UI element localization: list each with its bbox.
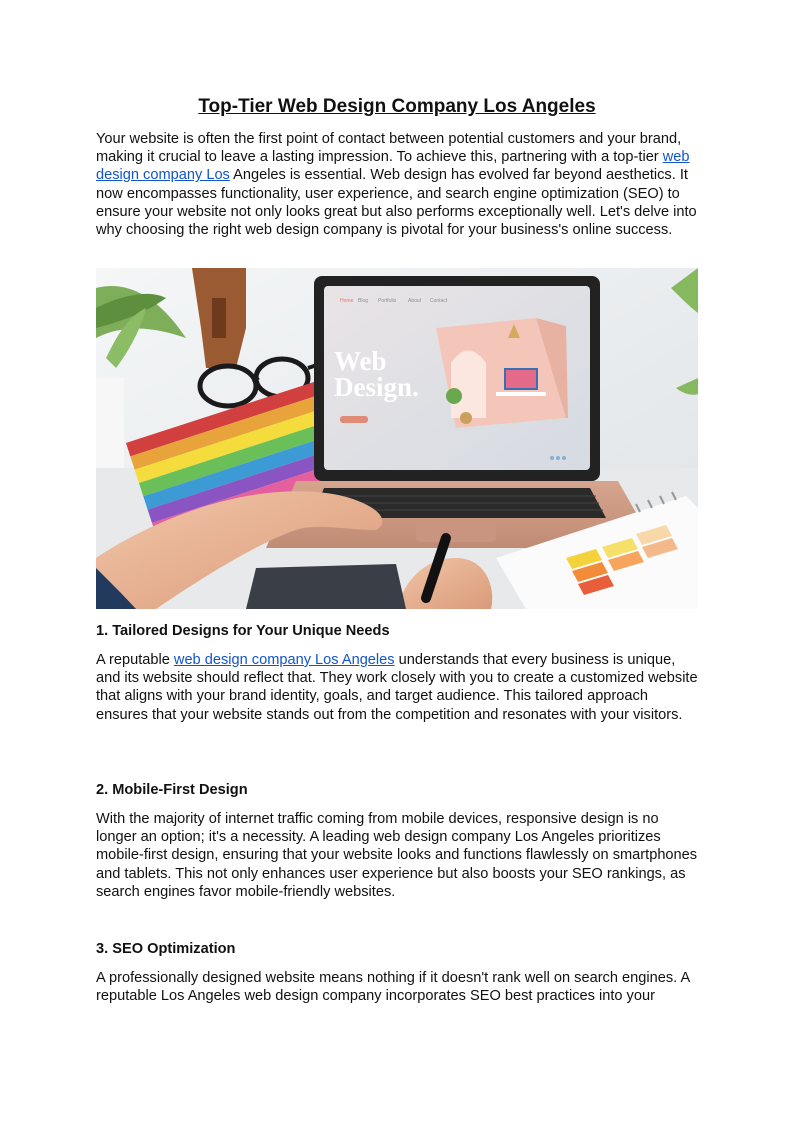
section-1-text-end: understands that every business is unique, and its website should reflect that. They work closely with you to create a customized website that aligns with your brand identity, goals, and target audience. This tailored approach ensures that your website stands out from the competition and resonates with your visitors. xyxy=(96,652,698,723)
section-1-link[interactable]: web design company Los Angeles xyxy=(173,652,395,668)
hero-image xyxy=(96,268,698,609)
page-title: Top-Tier Web Design Company Los Angeles xyxy=(198,96,596,117)
section-heading-3: 3. SEO Optimization xyxy=(96,941,236,957)
intro-paragraph xyxy=(96,130,698,239)
section-paragraph-3: A professionally designed website means nothing if it doesn't rank well on search engines. A reputable Los Angeles web design company incorporates SEO best practices into your xyxy=(96,970,690,1005)
svg-text:Blog: Blog xyxy=(358,298,369,304)
svg-text:Contact: Contact xyxy=(430,298,448,304)
svg-text:Web: Web xyxy=(334,346,387,376)
svg-text:Portfolio: Portfolio xyxy=(378,298,397,304)
svg-text:Home: Home xyxy=(340,298,354,304)
section-1-text-start: A reputable xyxy=(96,652,174,668)
intro-text-start: Your website is often the first point of contact between potential customers and your brand, making it crucial to leave a lasting impression. To achieve this, partnering with a top-tier xyxy=(96,131,682,166)
svg-text:About: About xyxy=(408,298,422,304)
intro-text-end: Angeles is essential. Web design has evolved far beyond aesthetics. It now encompasses functionality, user experience, and search engine optimization (SEO) to ensure your website not only looks great but also performs exceptionally well. Let's delve into why choosing the right web design company is pivotal for your business's online success. xyxy=(96,167,697,239)
intro-link[interactable]: web design company Los xyxy=(96,149,690,184)
section-heading-2: 2. Mobile-First Design xyxy=(96,782,248,798)
svg-text:Design.: Design. xyxy=(334,372,419,402)
section-heading-1: 1. Tailored Designs for Your Unique Needs xyxy=(96,623,390,639)
section-paragraph-1 xyxy=(96,651,698,724)
section-paragraph-2: With the majority of internet traffic coming from mobile devices, responsive design is no longer an option; it's a necessity. A leading web design company Los Angeles prioritizes mobile-first design, ensuring that your website looks and functions flawlessly on smartphones and tablets. This not only enhances user experience but also boosts your SEO rankings, as search engines favor mobile-friendly websites. xyxy=(96,811,698,900)
